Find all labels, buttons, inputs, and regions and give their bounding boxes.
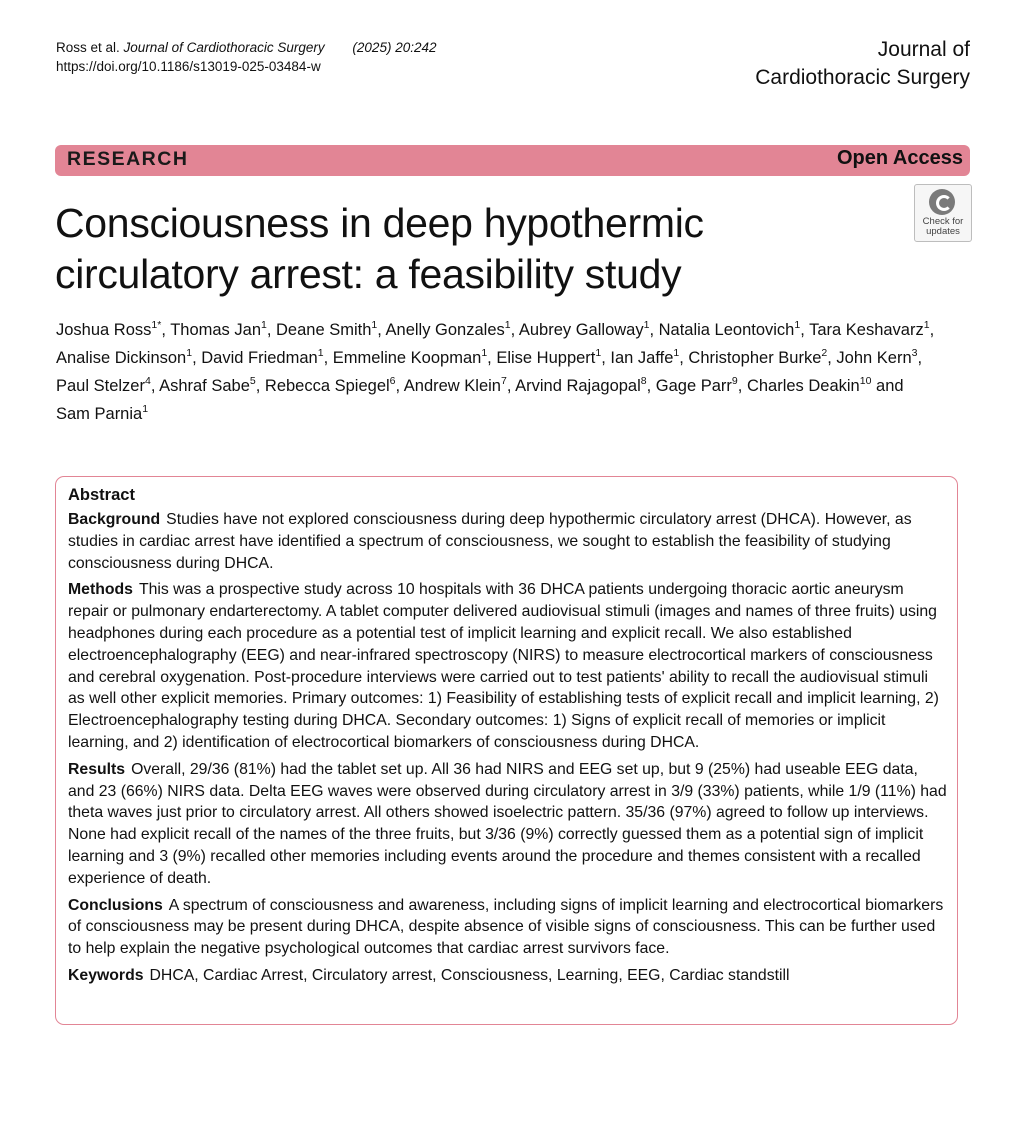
author[interactable] — [276, 321, 377, 339]
background-text: Studies have not explored consciousness during deep hypothermic circulatory arrest (DHCA). However, as studies in cardiac arrest have identified a spectrum of consciousness, we sought to establish the feasibility of studying consciousness during DHCA. — [68, 511, 912, 572]
author-name: Ian Jaffe — [610, 349, 674, 367]
author-name: Sam Parnia — [56, 405, 143, 423]
author-affiliation: 1 — [504, 319, 511, 331]
check-for-updates-badge[interactable] — [914, 184, 972, 242]
author-name: Elise Huppert — [496, 349, 596, 367]
article-type-label: RESEARCH — [67, 148, 189, 170]
author[interactable] — [519, 321, 650, 339]
author[interactable] — [809, 321, 929, 339]
results-text: Overall, 29/36 (81%) had the tablet set up. All 36 had NIRS and EEG set up, but 9 (25%) had useable EEG data, and 23 (66%) NIRS data. Delta EEG waves were observed during circulatory arrest in 3/9 (33%) patients, while 1/9 (11%) had theta waves just prior to circulatory arrest. All others showed isoelectric pattern. 35/36 (97%) agreed to follow up interviews. None had explicit recall of the names of the three fruits, but 3/36 (9%) correctly guessed them as a potential sign of implicit learning and 3 (9%) recalled other memories including events around the procedure and themes consistent with a recalled experience of death. — [68, 760, 947, 887]
author[interactable] — [747, 377, 872, 395]
author[interactable] — [404, 377, 507, 395]
conclusions-text: A spectrum of consciousness and awareness, including signs of implicit learning and electrocortical biomarkers of consciousness may be present during DHCA, despite absence of visible signs of consciousness. This can be further used to help explain the negative psychological outcomes that cardiac arrest survivors face. — [68, 896, 944, 958]
abstract-heading: Abstract — [68, 486, 135, 504]
conclusions-label: Conclusions — [68, 896, 163, 914]
author[interactable] — [333, 349, 487, 367]
author[interactable] — [496, 349, 601, 367]
article-title — [55, 198, 704, 300]
author-affiliation: 1 — [673, 347, 680, 359]
author[interactable] — [610, 349, 679, 367]
author-affiliation: 1 — [643, 319, 650, 331]
author-affiliation: 1 — [317, 347, 324, 359]
author-affiliation: 1 — [371, 319, 378, 331]
methods-text: This was a prospective study across 10 hospitals with 36 DHCA patients undergoing thoracic aortic aneurysm repair or pulmonary endarterectomy. A tablet computer delivered audiovisual stimuli (images and names of three fruits) using headphones during each procedure as a potential test of implicit learning and explicit recall. We also established electroencephalography (EEG) and near-infrared spectroscopy (NIRS) to measure electrocortical markers of consciousness and cerebral oxygenation. Post-procedure interviews were carried out to test patients' ability to recall the audiovisual stimuli as well other explicit memories. Primary outcomes: 1) Feasibility of establishing tests of explicit recall and implicit learning, 2) Electroencephalography testing during DHCA. Secondary outcomes: 1) Signs of explicit recall of memories or implicit learning, and 2) identification of electrocortical biomarkers of consciousness during DHCA. — [68, 581, 939, 751]
check-for-updates-icon — [929, 189, 955, 215]
author[interactable] — [386, 321, 511, 339]
author-affiliation: 1 — [481, 347, 488, 359]
article-type-banner — [55, 145, 970, 176]
author-name: Joshua Ross — [56, 321, 152, 339]
abstract-results — [68, 759, 957, 890]
author[interactable] — [201, 349, 323, 367]
author[interactable] — [515, 377, 647, 395]
article-title-line1: Consciousness in deep hypothermic — [55, 200, 704, 246]
author-name: Anelly Gonzales — [385, 321, 505, 339]
author[interactable] — [159, 377, 256, 395]
author-affiliation: 1 — [186, 347, 193, 359]
author-name: Analise Dickinson — [56, 349, 187, 367]
author-affiliation: 5 — [249, 375, 256, 387]
author[interactable] — [659, 321, 801, 339]
author-affiliation: 7 — [501, 375, 507, 387]
abstract-conclusions — [68, 895, 957, 960]
journal-name-line2: Cardiothoracic Surgery — [755, 66, 970, 89]
citation-line — [56, 38, 437, 57]
author[interactable] — [56, 349, 192, 367]
author-name: Natalia Leontovich — [658, 321, 795, 339]
author-affiliation: 1* — [151, 319, 162, 331]
author-name: Paul Stelzer — [56, 377, 145, 395]
author-affiliation: 3 — [911, 347, 918, 359]
author-affiliation: 1 — [794, 319, 801, 331]
author-name: Gage Parr — [655, 377, 732, 395]
author-affiliation: 1 — [261, 319, 267, 331]
author[interactable] — [170, 321, 267, 339]
author-affiliation: 10 — [859, 375, 872, 387]
abstract-background — [68, 509, 957, 574]
author-name: David Friedman — [201, 349, 318, 367]
doi-link[interactable]: https://doi.org/10.1186/s13019-025-03484-w — [56, 59, 321, 74]
author[interactable] — [265, 377, 396, 395]
citation-journal: Journal of Cardiothoracic Surgery — [123, 40, 325, 55]
author-name: Rebecca Spiegel — [264, 377, 390, 395]
author-name: Charles Deakin — [746, 377, 860, 395]
journal-name-line1: Journal of — [877, 38, 970, 61]
author-name: Ashraf Sabe — [159, 377, 250, 395]
author-affiliation: 1 — [923, 319, 930, 331]
author-affiliation: 4 — [144, 375, 151, 387]
check-for-updates-text: Check for updates — [922, 216, 964, 237]
author-name: Emmeline Koopman — [332, 349, 482, 367]
author[interactable] — [656, 377, 738, 395]
author-name: Aubrey Galloway — [518, 321, 644, 339]
background-label: Background — [68, 511, 161, 528]
keywords-text: DHCA, Cardiac Arrest, Circulatory arrest, Consciousness, Learning, EEG, Cardiac standstill — [149, 966, 790, 984]
author-affiliation: 2 — [821, 347, 828, 359]
author-name: Tara Keshavarz — [809, 321, 924, 339]
citation-header — [56, 38, 437, 76]
author[interactable] — [56, 405, 148, 423]
author-list: Joshua Ross$^{1*}$, Thomas Jan$^1$, Deane Smith$^1$, Anelly Gonzales$^1$, Aubrey Galloway$^1$, Natalia Leontovich$^1$, Tara Keshavarz$^1$, Analise Dickinson$^1$, David Friedman$^1$, Emmeline Koopman$^1$, Elise Huppert$^1$, Ian Jaffe$^1$, Christopher Burke$^2$, John Kern$^3$, Paul Stelzer$^4$, Ashraf Sabe$^5$, Rebecca Spiegel$^6$, Andrew Klein$^7$, Arvind Rajagopal$^8$, Gage Parr$^9$, Charles Deakin$^{10}$ and Sam Parnia$^1$ — [56, 319, 935, 423]
results-label: Results — [68, 760, 126, 778]
open-access-label: Open Access — [837, 147, 963, 169]
methods-label: Methods — [68, 581, 133, 599]
author[interactable] — [56, 321, 161, 339]
author[interactable] — [688, 349, 827, 367]
author-name: Thomas Jan — [170, 321, 261, 339]
author-affiliation: 9 — [731, 375, 738, 387]
author-affiliation: 1 — [142, 403, 149, 415]
abstract-keywords — [68, 965, 957, 987]
abstract-methods — [68, 579, 957, 753]
author-name: John Kern — [836, 349, 912, 367]
author-name: Andrew Klein — [403, 377, 501, 395]
author-affiliation: 1 — [595, 347, 602, 359]
author-affiliation: 6 — [389, 375, 396, 387]
citation-year: (2025) 20:242 — [352, 40, 437, 55]
author[interactable] — [56, 377, 151, 395]
abstract-box — [55, 476, 958, 1025]
keywords-label: Keywords — [68, 966, 144, 984]
author-name: Deane Smith — [276, 321, 372, 339]
author[interactable] — [836, 349, 917, 367]
citation-authors: Ross et al. — [56, 40, 120, 55]
author-affiliation: 8 — [640, 375, 647, 387]
journal-name — [755, 36, 970, 92]
article-title-line2: circulatory arrest: a feasibility study — [55, 251, 682, 297]
author-name: Arvind Rajagopal — [515, 377, 641, 395]
author-name: Christopher Burke — [688, 349, 822, 367]
